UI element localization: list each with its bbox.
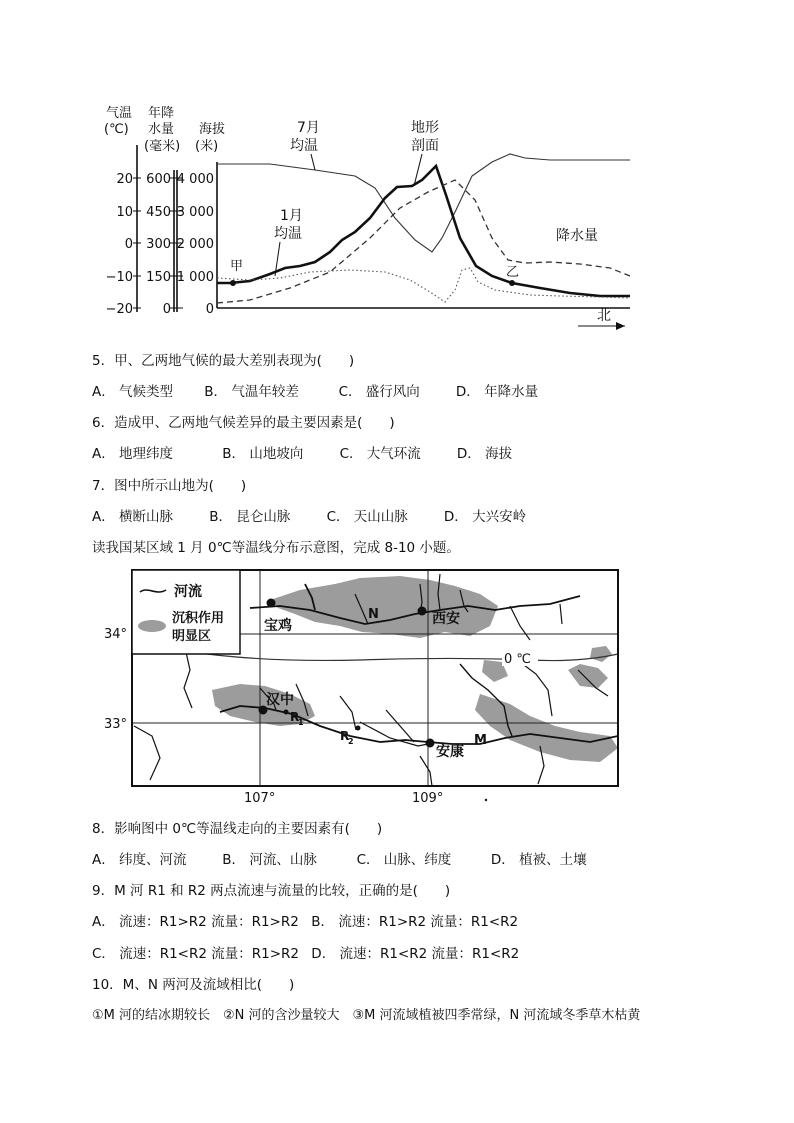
question-7-stem: 7．图中所示山地为( ) (92, 478, 247, 494)
city-dot-xian (418, 607, 427, 616)
q9-option-d[interactable]: D． 流速：R1<R2 流量：R1<R2 (311, 946, 520, 962)
q9-option-c[interactable]: C． 流速：R1<R2 流量：R1>R2 (92, 946, 300, 962)
elev-ticks (177, 172, 214, 317)
temp-tick-label: 20 (116, 172, 133, 187)
elev-axis-unit: (米) (195, 139, 219, 154)
river-label-r2: R (340, 729, 350, 743)
question-6-options (92, 445, 512, 463)
precip-axis-title: 年降 (148, 106, 175, 121)
label-terrain-2: 剖面 (411, 138, 439, 154)
map-intro: 读我国某区域 1 月 0℃等温线分布示意图，完成 8-10 小题。 (92, 540, 460, 556)
temp-ticks (106, 172, 141, 317)
dot-mark (485, 799, 487, 801)
point-yi (509, 280, 515, 286)
q9-option-b[interactable]: B． 流速：R1>R2 流量：R1<R2 (311, 914, 519, 930)
temp-axis-unit: (℃) (104, 122, 129, 137)
q8-option-b[interactable]: B． 河流、山脉 (222, 852, 317, 868)
legend-deposit-label: 沉积作用 (172, 611, 225, 626)
profile-chart (100, 100, 640, 340)
lat-label-34: 34° (104, 627, 128, 642)
q5-option-b[interactable]: B． 气温年较差 (204, 384, 299, 400)
q9-option-a[interactable]: A． 流速：R1>R2 流量：R1>R2 (92, 914, 299, 930)
temp-axis-title: 气温 (106, 106, 133, 121)
label-precipitation: 降水量 (556, 228, 598, 244)
river-label-n: N (368, 607, 379, 622)
elev-axis-title: 海拔 (199, 122, 226, 137)
question-10-statements: ①M 河的结冰期较长 ②N 河的含沙量较大 ③M 河流域植被四季常绿，N 河流域冬季草木枯黄 (92, 1008, 641, 1023)
q5-option-d[interactable]: D． 年降水量 (455, 384, 539, 400)
temp-tick-label: 10 (116, 205, 133, 220)
precip-tick-label: 150 (146, 270, 171, 285)
river-label-r1: R (290, 710, 300, 724)
question-6-stem: 6．造成甲、乙两地气候差异的最主要因素是( ) (92, 415, 395, 431)
city-label-hanzhong: 汉中 (266, 692, 294, 708)
question-9-options-row1 (92, 913, 518, 931)
precip-axis-title-2: 水量 (148, 122, 175, 137)
question-9-stem: 9．M 河 R1 和 R2 两点流速与流量的比较，正确的是( ) (92, 883, 451, 899)
label-july-temp: 7月 (297, 120, 320, 136)
elev-tick-label: 1 000 (176, 270, 214, 285)
river-label-r1-sub: 1 (298, 718, 304, 727)
point-r2 (356, 726, 361, 731)
elev-tick-label: 4 000 (176, 172, 214, 187)
q7-option-d[interactable]: D． 大兴安岭 (443, 509, 527, 525)
temp-tick-label: −20 (105, 302, 133, 317)
q8-option-d[interactable]: D． 植被、土壤 (490, 852, 587, 868)
city-label-xian: 西安 (432, 611, 460, 627)
q8-option-c[interactable]: C． 山脉、纬度 (356, 852, 452, 868)
city-label-ankang: 安康 (436, 744, 464, 760)
lon-label-107: 107° (244, 791, 276, 806)
precip-tick-label: 450 (146, 205, 171, 220)
question-7-options (92, 508, 526, 526)
elev-tick-label: 0 (205, 302, 214, 317)
q6-option-c[interactable]: C． 大气环流 (339, 446, 421, 462)
precip-tick-label: 300 (146, 237, 171, 252)
temp-tick-label: −10 (105, 270, 133, 285)
q7-option-b[interactable]: B． 昆仑山脉 (209, 509, 291, 525)
label-north: 北 (597, 308, 611, 324)
elev-tick-label: 3 000 (176, 205, 214, 220)
legend-deposit-symbol (138, 620, 166, 632)
label-jan-temp-2: 均温 (274, 226, 302, 242)
precip-tick-label: 0 (162, 302, 171, 317)
lon-label-109: 109° (412, 791, 444, 806)
elev-tick-label: 2 000 (176, 237, 214, 252)
lat-label-33: 33° (104, 717, 128, 732)
q7-option-a[interactable]: A． 横断山脉 (92, 509, 174, 525)
question-8-options (92, 851, 587, 869)
point-jia (230, 280, 236, 286)
q5-option-a[interactable]: A． 气候类型 (92, 384, 174, 400)
precip-axis-unit: (毫米) (144, 139, 181, 154)
question-5-stem: 5．甲、乙两地气候的最大差别表现为( ) (92, 353, 355, 369)
river-label-r2-sub: 2 (348, 737, 354, 746)
north-arrow-head (616, 322, 625, 330)
q6-option-a[interactable]: A． 地理纬度 (92, 446, 174, 462)
label-jia: 甲 (230, 259, 244, 274)
label-yi: 乙 (506, 265, 520, 280)
isotherm-map (100, 566, 640, 810)
label-terrain: 地形 (411, 120, 439, 136)
legend-deposit-label-2: 明显区 (172, 629, 212, 644)
city-dot-ankang (426, 739, 435, 748)
point-r1 (284, 710, 289, 715)
january-temp-curve (217, 268, 630, 302)
precip-tick-label: 600 (146, 172, 171, 187)
q8-option-a[interactable]: A． 纬度、河流 (92, 852, 187, 868)
city-dot-baoji (267, 599, 276, 608)
q6-option-d[interactable]: D． 海拔 (456, 446, 513, 462)
label-july-temp-2: 均温 (290, 138, 318, 154)
question-9-options-row2 (92, 945, 519, 963)
question-5-options (92, 383, 538, 401)
temp-tick-label: 0 (124, 237, 133, 252)
q5-option-c[interactable]: C． 盛行风向 (338, 384, 420, 400)
question-10-stem: 10．M、N 两河及流域相比( ) (92, 977, 295, 993)
q6-option-b[interactable]: B． 山地坡向 (222, 446, 304, 462)
q7-option-c[interactable]: C． 天山山脉 (326, 509, 408, 525)
precip-ticks (146, 172, 177, 317)
isotherm-label: 0 ℃ (504, 652, 532, 667)
leader-july (311, 154, 315, 170)
question-8-stem: 8．影响图中 0℃等温线走向的主要因素有( ) (92, 821, 383, 837)
label-jan-temp: 1月 (280, 208, 303, 224)
river-label-m: M (474, 733, 487, 748)
city-label-baoji: 宝鸡 (264, 618, 292, 634)
legend-river-label: 河流 (174, 584, 202, 600)
